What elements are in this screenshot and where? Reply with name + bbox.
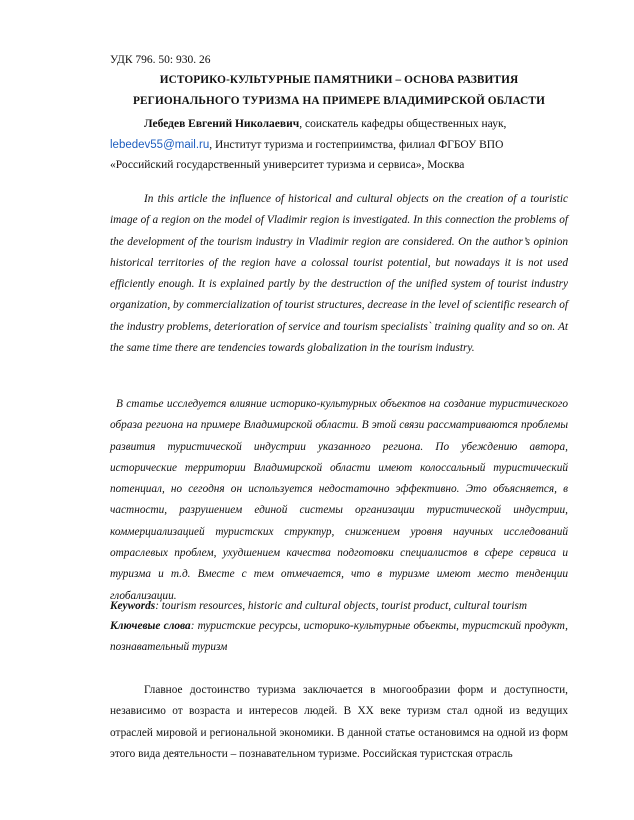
affiliation-text: , Институт туризма и гостеприимства, филиал ФГБОУ ВПО: [209, 139, 504, 151]
author-line: [144, 118, 506, 130]
author-email-link[interactable]: lebedev55@mail.ru: [110, 139, 210, 151]
title-line-2: РЕГИОНАЛЬНОГО ТУРИЗМА НА ПРИМЕРЕ ВЛАДИМИРСКОЙ ОБЛАСТИ: [133, 95, 545, 107]
keywords-english-label: Keywords: [110, 600, 156, 612]
abstract-english: In this article the influence of historical and cultural objects on the creation of a touristic image of a region on the model of Vladimir region is investigated. In this connection the problems of the development of the tourism industry in Vladimir region are considered. On the author’s opinion historical territories of the region have a colossal tourist potential, but nowadays it is not used efficiently enough. It is explained partly by the destruction of the unified system of tourist industry organization, by commercialization of tourist structures, decrease in the level of scientific research of the industry problems, deterioration of service and tourism specialists` training quality and so on. At the same time there are tendencies towards globalization in the tourism industry.: [110, 193, 568, 355]
keywords-english: [110, 596, 568, 617]
body-paragraph: Главное достоинство туризма заключается в многообразии форм и доступности, независимо от возраста и интересов людей. В XX веке туризм стал одной из ведущих отраслей мировой и региональной экономики. В данной статье остановимся на одной из форм этого вида деятельности – познавательном туризме. Российская туристская отрасль: [110, 684, 568, 760]
keywords-russian-text: : туристские ресурсы, историко-культурные объекты, туристский продукт, познавательный туризм: [110, 620, 568, 653]
keywords-russian: [110, 616, 568, 658]
university-line: «Российский государственный университет туризма и сервиса», Москва: [110, 159, 465, 171]
abstract-russian: В статье исследуется влияние историко-культурных объектов на создание туристического образа региона на примере Владимирской области. В этой связи рассматриваются проблемы развития туристической индустрии указанного региона. По убеждению автора, исторические территории Владимирской области имеют колоссальный туристический потенциал, но сегодня он используется недостаточно эффективно. Это объясняется, в частности, разрушением единой системы организации туристической индустрии, коммерциализацией туристских структур, снижением уровня научных исследований отраслевых проблем, ухудшением качества подготовки специалистов в сфере сервиса и туризма и т.д. Вместе с тем отмечается, что в туризме имеют место тенденции глобализации.: [110, 398, 568, 602]
author-name: Лебедев Евгений Николаевич: [144, 118, 300, 130]
keywords-russian-label: Ключевые слова: [110, 620, 191, 632]
title-line-1: ИСТОРИКО-КУЛЬТУРНЫЕ ПАМЯТНИКИ – ОСНОВА РАЗВИТИЯ: [159, 74, 519, 86]
author-position: , соискатель кафедры общественных наук,: [299, 118, 507, 130]
keywords-english-text: : tourism resources, historic and cultural objects, tourist product, cultural tourism: [155, 600, 528, 612]
udc-code: УДК 796. 50: 930. 26: [110, 54, 211, 66]
affiliation-line: [110, 139, 568, 151]
